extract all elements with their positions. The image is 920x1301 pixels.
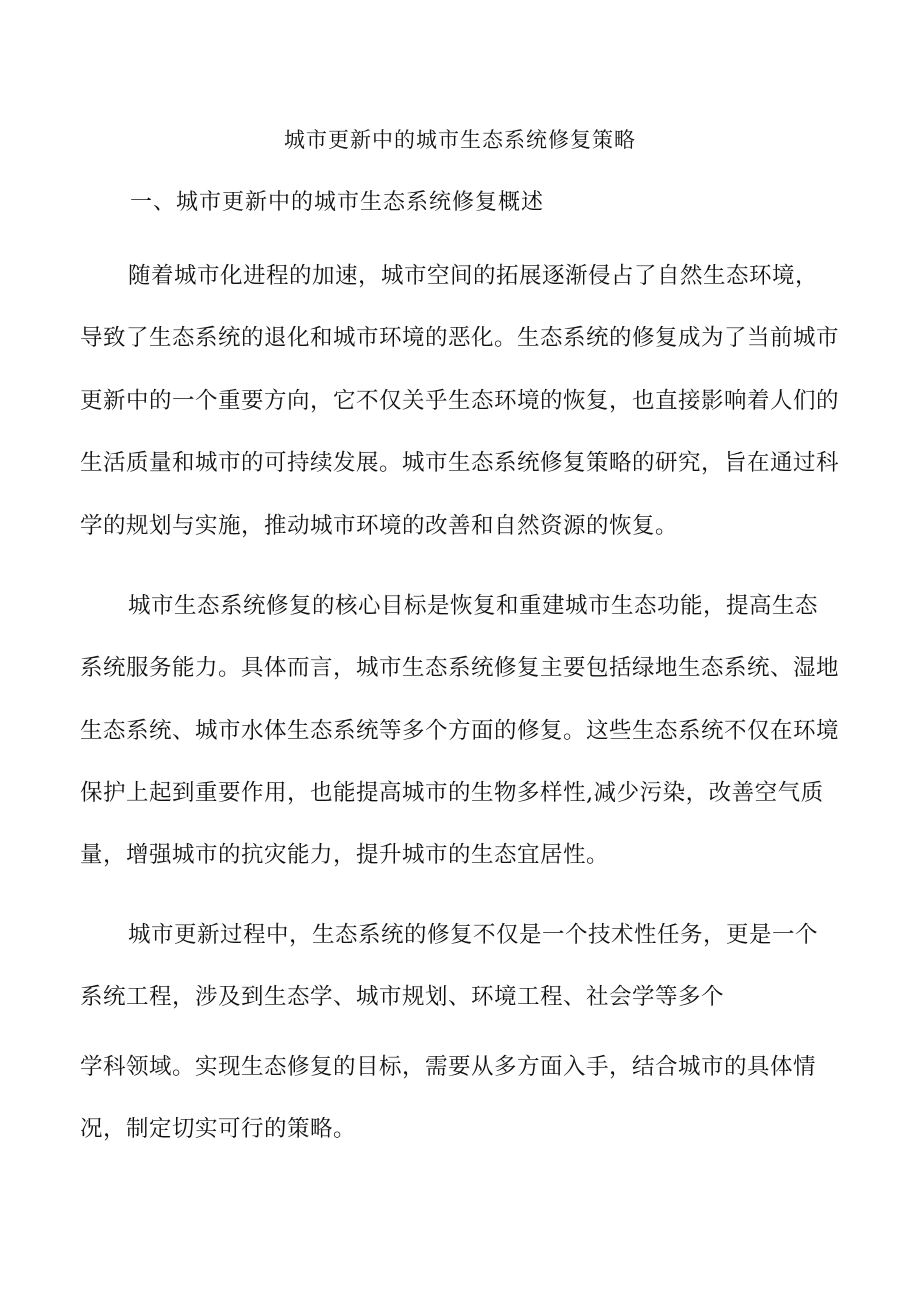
- paragraph-line: 生活质量和城市的可持续发展。城市生态系统修复策略的研究，旨在通过科: [80, 450, 840, 476]
- paragraph-line: 系统工程，涉及到生态学、城市规划、环境工程、社会学等多个: [80, 984, 725, 1010]
- paragraph-line: 城市更新过程中，生态系统的修复不仅是一个技术性任务，更是一个: [128, 922, 819, 948]
- paragraph-line: 城市生态系统修复的核心目标是恢复和重建城市生态功能，提高生态: [128, 593, 819, 619]
- paragraph-line: 更新中的一个重要方向，它不仅关乎生态环境的恢复，也直接影响着人们的: [80, 388, 840, 414]
- paragraph-line: 导致了生态系统的退化和城市环境的恶化。生态系统的修复成为了当前城市: [80, 325, 840, 351]
- paragraph-line: 量，增强城市的抗灾能力，提升城市的生态宜居性。: [80, 842, 610, 868]
- document-title: 城市更新中的城市生态系统修复策略: [284, 128, 636, 152]
- paragraph-line: 保护上起到重要作用，也能提高城市的生物多样性,减少污染，改善空气质: [80, 780, 824, 806]
- section-heading: 一、城市更新中的城市生态系统修复概述: [130, 190, 545, 215]
- paragraph-line: 况，制定切实可行的策略。: [80, 1116, 357, 1142]
- paragraph-line: 学科领域。实现生态修复的目标，需要从多方面入手，结合城市的具体情: [80, 1054, 817, 1080]
- paragraph-line: 生态系统、城市水体生态系统等多个方面的修复。这些生态系统不仅在环境: [80, 718, 840, 744]
- paragraph-line: 系统服务能力。具体而言，城市生态系统修复主要包括绿地生态系统、湿地: [80, 655, 840, 681]
- paragraph-line: 学的规划与实施，推动城市环境的改善和自然资源的恢复。: [80, 513, 679, 539]
- paragraph-line: 随着城市化进程的加速，城市空间的拓展逐渐侵占了自然生态环境，: [128, 263, 819, 289]
